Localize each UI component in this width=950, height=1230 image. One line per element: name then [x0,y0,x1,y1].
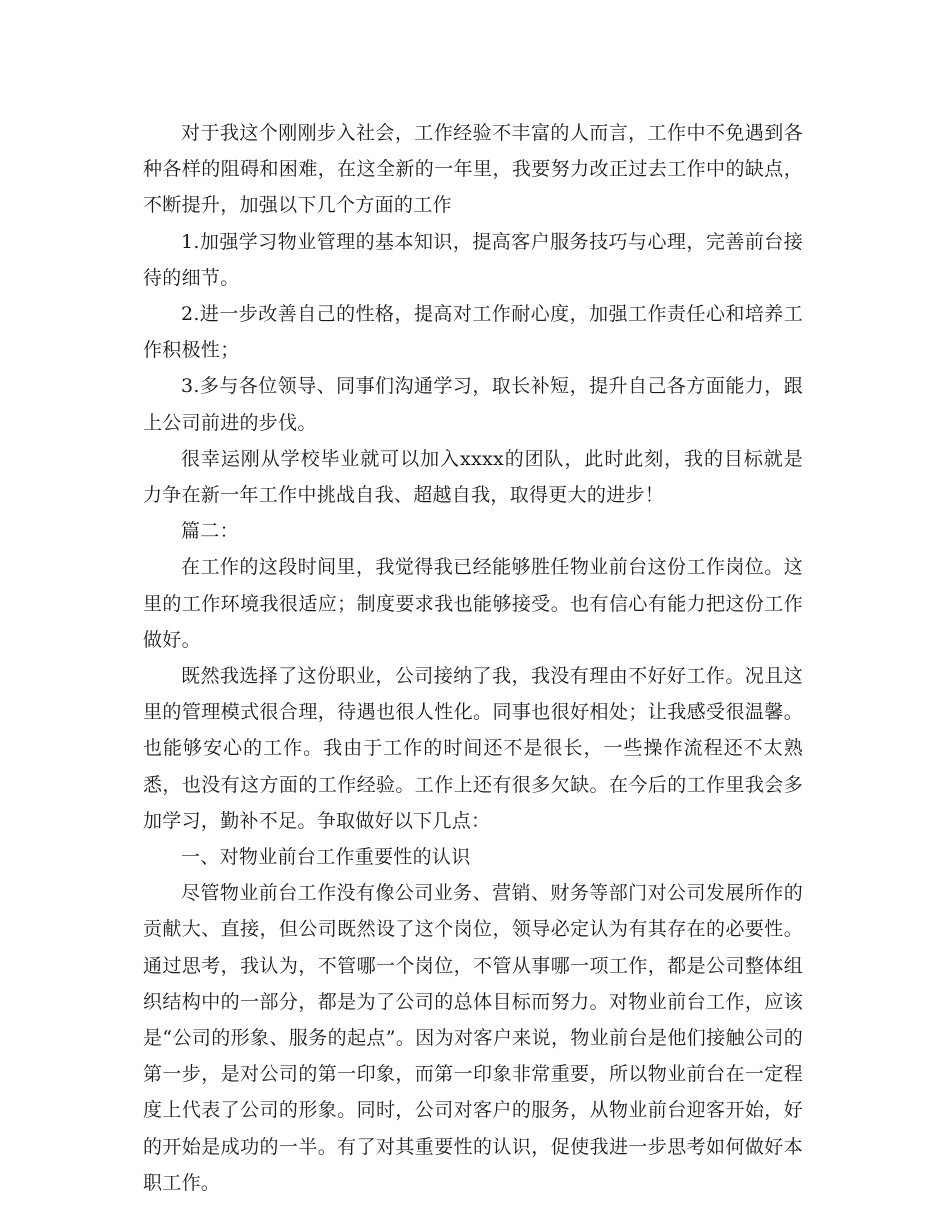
section-heading-part-two: 篇二： [181,520,239,543]
paragraph-intro: 对于我这个刚刚步入社会，工作经验不丰富的人而言，工作中不免遇到各种各样的阻碍和困难，在这全新的一年里，我要努力改正过去工作中的缺点，不断提升，加强以下几个方面的工作 [143,122,803,217]
section-heading-importance: 一、对物业前台工作重要性的认识 [181,846,471,869]
paragraph-goal: 很幸运刚从学校毕业就可以加入xxxx的团队，此时此刻，我的目标就是力争在新一年工作中挑战自我、超越自我，取得更大的进步！ [143,447,803,507]
paragraph-item-1: 1.加强学习物业管理的基本知识，提高客户服务技巧与心理，完善前台接待的细节。 [143,230,803,289]
paragraph-work-period: 在工作的这段时间里，我觉得我已经能够胜任物业前台这份工作岗位。这里的工作环境我很适应；制度要求我也能够接受。也有信心有能力把这份工作做好。 [143,556,803,651]
paragraph-importance: 尽管物业前台工作没有像公司业务、营销、财务等部门对公司发展所作的贡献大、直接，但公司既然设了这个岗位，领导必定认为有其存在的必要性。通过思考，我认为，不管哪一个岗位，不管从事哪一项工作，都是公司整体组织结构中的一部分，都是为了公司的总体目标而努力。对物业前台工作，应该是“公司的形象、服务的起点”。因为对客户来说，物业前台是他们接触公司的第一步，是对公司的第一印象，而第一印象非常重要，所以物业前台在一定程度上代表了公司的形象。同时，公司对客户的服务，从物业前台迎客开始，好的开始是成功的一半。有了对其重要性的认识，促使我进一步思考如何做好本职工作。 [143,882,803,1194]
paragraph-career-choice: 既然我选择了这份职业，公司接纳了我，我没有理由不好好工作。况且这里的管理模式很合理，待遇也很人性化。同事也很好相处；让我感受很温馨。也能够安心的工作。我由于工作的时间还不是很长，一些操作流程还不太熟悉，也没有这方面的工作经验。工作上还有很多欠缺。在今后的工作里我会多加学习，勤补不足。争取做好以下几点： [143,665,803,832]
paragraph-item-2: 2.进一步改善自己的性格，提高对工作耐心度，加强工作责任心和培养工作积极性； [143,303,803,362]
document-body [143,115,803,1201]
paragraph-item-3: 3.多与各位领导、同事们沟通学习，取长补短，提升自己各方面能力，跟上公司前进的步伐。 [143,375,803,434]
